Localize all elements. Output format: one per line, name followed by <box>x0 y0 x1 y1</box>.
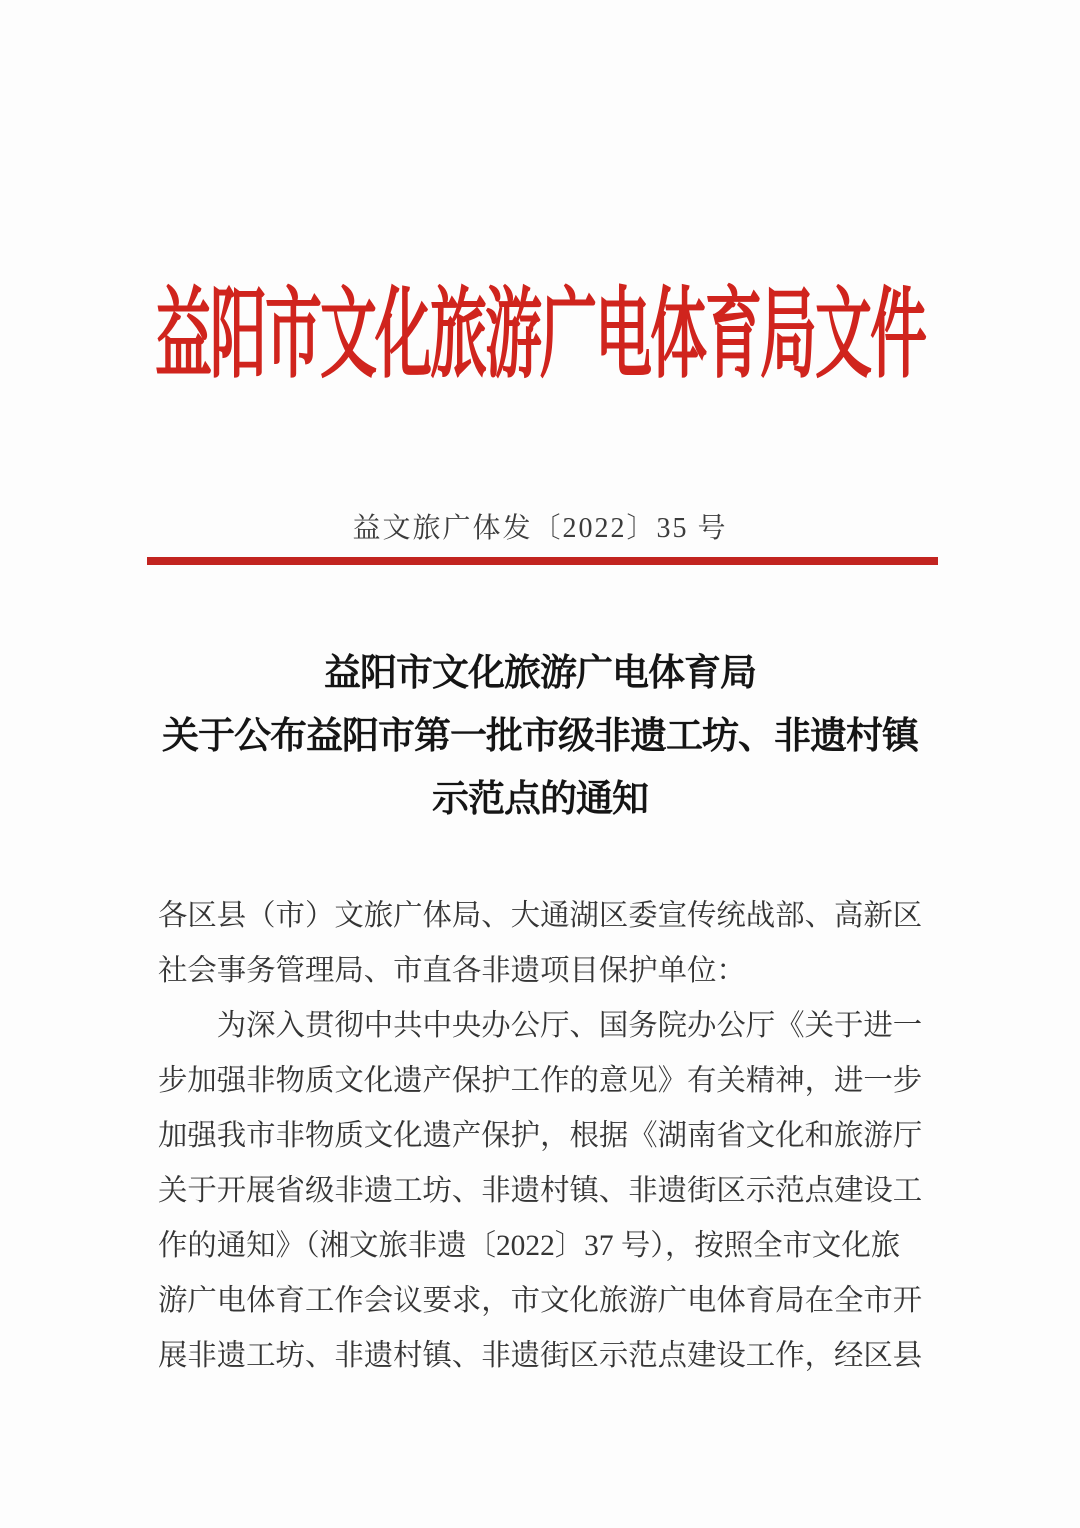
body-line: 展非遗工坊、非遗村镇、非遗街区示范点建设工作，经区县 <box>158 1340 923 1372</box>
notice-title-line-2: 关于公布益阳市第一批市级非遗工坊、非遗村镇 <box>162 716 918 757</box>
notice-title-line-1: 益阳市文化旅游广电体育局 <box>324 653 756 694</box>
document-number: 益文旅广体发〔2022〕35 号 <box>352 513 728 544</box>
notice-title <box>0 642 1080 831</box>
notice-body <box>158 889 924 1384</box>
body-line: 关于开展省级非遗工坊、非遗村镇、非遗街区示范点建设工 <box>158 1175 923 1207</box>
body-line: 步加强非物质文化遗产保护工作的意见》有关精神，进一步 <box>158 1065 923 1097</box>
agency-banner-title: 益阳市文化旅游广电体育局文件 <box>155 281 925 391</box>
body-line: 游广电体育工作会议要求，市文化旅游广电体育局在全市开 <box>158 1285 923 1317</box>
body-line: 加强我市非物质文化遗产保护，根据《湖南省文化和旅游厅 <box>158 1120 923 1152</box>
body-line: 各区县（市）文旅广体局、大通湖区委宣传统战部、高新区 <box>158 900 923 932</box>
red-divider-line <box>147 557 938 565</box>
body-line: 作的通知》（湘文旅非遗〔2022〕37 号），按照全市文化旅 <box>158 1230 901 1262</box>
body-line: 为深入贯彻中共中央办公厅、国务院办公厅《关于进一 <box>158 1010 923 1042</box>
body-line: 社会事务管理局、市直各非遗项目保护单位： <box>158 955 746 987</box>
notice-title-line-3: 示范点的通知 <box>432 779 648 820</box>
